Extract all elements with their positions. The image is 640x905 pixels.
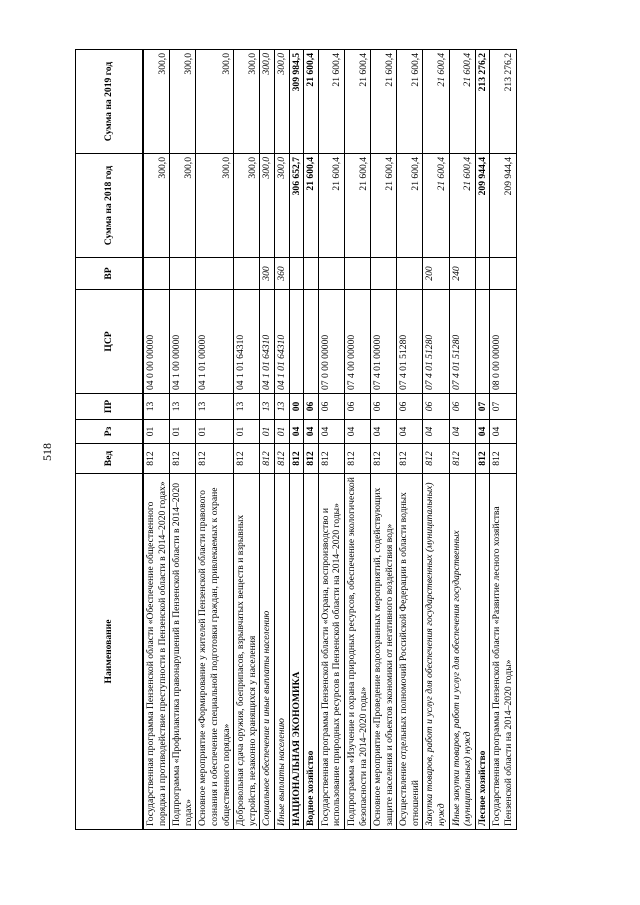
cell-pr: 06: [304, 394, 319, 420]
cell-ved: 812: [304, 444, 319, 474]
cell-ved: 812: [170, 444, 196, 474]
cell-name: Иные закупки товаров, работ и услуг для обеспечения государственных (муниципальных) нужд: [449, 474, 475, 830]
cell-rz: 01: [143, 420, 170, 444]
cell-name: Закупка товаров, работ и услуг для обеспечения государственных (муниципальных) нужд: [423, 474, 449, 830]
cell-vr: [371, 258, 397, 290]
cell-name: Основное мероприятие «Проведение водоохранных мероприятий, содействующих защите населения и объектов экономики от негативного воздействия вод»: [371, 474, 397, 830]
cell-name: Подпрограмма «Изучение и охрана природных ресурсов, обеспечение экологической безопасности на 2014–2020 годы»: [344, 474, 370, 830]
cell-csr: 07 0 00 00000: [318, 290, 344, 394]
cell-ved: 812: [143, 444, 170, 474]
cell-rz: 04: [344, 420, 370, 444]
cell-sum-2018: 300,0: [274, 154, 289, 258]
table-row: [423, 50, 449, 830]
header-pr: ПР: [76, 394, 144, 420]
header-vr: ВР: [76, 258, 144, 290]
table-body: [143, 50, 516, 830]
cell-pr: 06: [371, 394, 397, 420]
cell-rz: 04: [304, 420, 319, 444]
cell-rz: 01: [260, 420, 275, 444]
cell-csr: 08 0 00 00000: [490, 290, 516, 394]
table-row: [234, 50, 260, 830]
cell-ved: 812: [449, 444, 475, 474]
cell-rz: 01: [170, 420, 196, 444]
table-header-row: [76, 50, 144, 830]
cell-vr: [490, 258, 516, 290]
cell-ved: 812: [289, 444, 304, 474]
cell-sum-2019: 300,0: [196, 50, 234, 154]
cell-sum-2019: 21 600,4: [304, 50, 319, 154]
cell-sum-2018: 21 600,4: [423, 154, 449, 258]
cell-sum-2019: 21 600,4: [344, 50, 370, 154]
cell-ved: 812: [274, 444, 289, 474]
header-sum-2019: Сумма на 2019 год: [76, 50, 144, 154]
cell-pr: 07: [475, 394, 490, 420]
cell-vr: [234, 258, 260, 290]
cell-sum-2019: 213 276,2: [490, 50, 516, 154]
cell-vr: [344, 258, 370, 290]
cell-sum-2018: 300,0: [170, 154, 196, 258]
cell-vr: [170, 258, 196, 290]
cell-rz: 04: [475, 420, 490, 444]
cell-name: Подпрограмма «Профилактика правонарушений в Пензенской области в 2014–2020 годах»: [170, 474, 196, 830]
cell-sum-2018: 300,0: [234, 154, 260, 258]
cell-ved: 812: [371, 444, 397, 474]
cell-sum-2018: 306 652,7: [289, 154, 304, 258]
table-row: [344, 50, 370, 830]
cell-sum-2019: 300,0: [274, 50, 289, 154]
cell-name: Государственная программа Пензенской области «Обеспечение общественного порядка и противодействие преступности в Пензенской области в 2014–2020 годах»: [143, 474, 170, 830]
cell-vr: [289, 258, 304, 290]
cell-sum-2019: 213 276,2: [475, 50, 490, 154]
header-ved: Вед: [76, 444, 144, 474]
table-row: [196, 50, 234, 830]
cell-pr: 13: [170, 394, 196, 420]
cell-sum-2018: 300,0: [260, 154, 275, 258]
cell-csr: 04 1 01 64310: [260, 290, 275, 394]
table-row: [318, 50, 344, 830]
cell-rz: 01: [196, 420, 234, 444]
cell-sum-2018: 21 600,4: [371, 154, 397, 258]
cell-vr: 300: [260, 258, 275, 290]
cell-name: Лесное хозяйство: [475, 474, 490, 830]
table-row: [490, 50, 516, 830]
cell-sum-2018: 21 600,4: [318, 154, 344, 258]
cell-pr: 00: [289, 394, 304, 420]
cell-pr: 13: [196, 394, 234, 420]
cell-name: Государственная программа Пензенской области «Развитие лесного хозяйства Пензенской области на 2014–2020 годы»: [490, 474, 516, 830]
cell-rz: 04: [371, 420, 397, 444]
cell-sum-2018: 21 600,4: [397, 154, 423, 258]
cell-sum-2019: 21 600,4: [397, 50, 423, 154]
cell-rz: 01: [234, 420, 260, 444]
cell-csr: 04 1 01 00000: [196, 290, 234, 394]
cell-ved: 812: [344, 444, 370, 474]
cell-vr: [196, 258, 234, 290]
cell-csr: 07 4 00 00000: [344, 290, 370, 394]
cell-rz: 04: [397, 420, 423, 444]
cell-csr: [289, 290, 304, 394]
cell-ved: 812: [475, 444, 490, 474]
table-row: [260, 50, 275, 830]
cell-vr: [304, 258, 319, 290]
cell-rz: 04: [423, 420, 449, 444]
cell-sum-2018: 300,0: [143, 154, 170, 258]
table-row: [170, 50, 196, 830]
cell-vr: [397, 258, 423, 290]
cell-sum-2018: 21 600,4: [304, 154, 319, 258]
cell-ved: 812: [234, 444, 260, 474]
cell-rz: 04: [449, 420, 475, 444]
rotated-page: [75, 50, 565, 830]
cell-csr: 04 0 00 00000: [143, 290, 170, 394]
budget-table: [75, 49, 517, 830]
cell-sum-2019: 300,0: [260, 50, 275, 154]
cell-ved: 812: [490, 444, 516, 474]
cell-csr: 07 4 01 51280: [423, 290, 449, 394]
cell-pr: 06: [449, 394, 475, 420]
cell-sum-2018: 21 600,4: [344, 154, 370, 258]
cell-csr: 07 4 01 51280: [397, 290, 423, 394]
cell-ved: 812: [318, 444, 344, 474]
cell-csr: 04 1 01 64310: [274, 290, 289, 394]
header-name: Наименование: [76, 474, 144, 830]
cell-vr: [143, 258, 170, 290]
cell-csr: 07 4 01 00000: [371, 290, 397, 394]
header-csr: ЦСР: [76, 290, 144, 394]
table-row: [475, 50, 490, 830]
cell-sum-2019: 21 600,4: [449, 50, 475, 154]
cell-csr: [475, 290, 490, 394]
table-row: [304, 50, 319, 830]
table-row: [289, 50, 304, 830]
cell-sum-2018: 21 600,4: [449, 154, 475, 258]
cell-sum-2019: 21 600,4: [423, 50, 449, 154]
page-number: 518: [40, 443, 54, 461]
cell-pr: 13: [260, 394, 275, 420]
table-row: [274, 50, 289, 830]
cell-sum-2018: 209 944,4: [490, 154, 516, 258]
cell-sum-2019: 300,0: [143, 50, 170, 154]
table-row: [397, 50, 423, 830]
cell-rz: 04: [318, 420, 344, 444]
cell-sum-2019: 300,0: [170, 50, 196, 154]
cell-sum-2019: 300,0: [234, 50, 260, 154]
cell-name: Основное мероприятие «Формирование у жителей Пензенской области правового сознания и обеспечение специальной подготовки граждан, привлекаемых к охране общественного порядка»: [196, 474, 234, 830]
cell-ved: 812: [196, 444, 234, 474]
cell-pr: 13: [234, 394, 260, 420]
cell-vr: [318, 258, 344, 290]
header-rz: Рз: [76, 420, 144, 444]
cell-sum-2019: 21 600,4: [318, 50, 344, 154]
cell-name: Добровольная сдача оружия, боеприпасов, взрывчатых веществ и взрывных устройств, незаконно хранящихся у населения: [234, 474, 260, 830]
cell-name: Осуществление отдельных полномочий Российской Федерации в области водных отношений: [397, 474, 423, 830]
cell-pr: 06: [397, 394, 423, 420]
cell-name: Иные выплаты населению: [274, 474, 289, 830]
cell-rz: 04: [289, 420, 304, 444]
cell-vr: [475, 258, 490, 290]
table-row: [143, 50, 170, 830]
cell-vr: 240: [449, 258, 475, 290]
cell-name: НАЦИОНАЛЬНАЯ ЭКОНОМИКА: [289, 474, 304, 830]
cell-sum-2019: 309 984,5: [289, 50, 304, 154]
cell-pr: 06: [423, 394, 449, 420]
cell-name: Социальное обеспечение и иные выплаты населению: [260, 474, 275, 830]
cell-ved: 812: [260, 444, 275, 474]
cell-ved: 812: [423, 444, 449, 474]
cell-pr: 13: [143, 394, 170, 420]
cell-vr: 200: [423, 258, 449, 290]
cell-sum-2018: 300,0: [196, 154, 234, 258]
header-sum-2018: Сумма на 2018 год: [76, 154, 144, 258]
cell-rz: 01: [274, 420, 289, 444]
cell-pr: 07: [490, 394, 516, 420]
table-row: [449, 50, 475, 830]
cell-ved: 812: [397, 444, 423, 474]
cell-csr: 04 1 00 00000: [170, 290, 196, 394]
cell-csr: 04 1 01 64310: [234, 290, 260, 394]
cell-rz: 04: [490, 420, 516, 444]
cell-sum-2019: 21 600,4: [371, 50, 397, 154]
cell-csr: 07 4 01 51280: [449, 290, 475, 394]
cell-csr: [304, 290, 319, 394]
cell-sum-2018: 209 944,4: [475, 154, 490, 258]
cell-name: Водное хозяйство: [304, 474, 319, 830]
cell-vr: 360: [274, 258, 289, 290]
cell-pr: 06: [318, 394, 344, 420]
cell-name: Государственная программа Пензенской области «Охрана, воспроизводство и использование природных ресурсов в Пензенской области на 2014–2020 годы»: [318, 474, 344, 830]
table-row: [371, 50, 397, 830]
cell-pr: 06: [344, 394, 370, 420]
cell-pr: 13: [274, 394, 289, 420]
